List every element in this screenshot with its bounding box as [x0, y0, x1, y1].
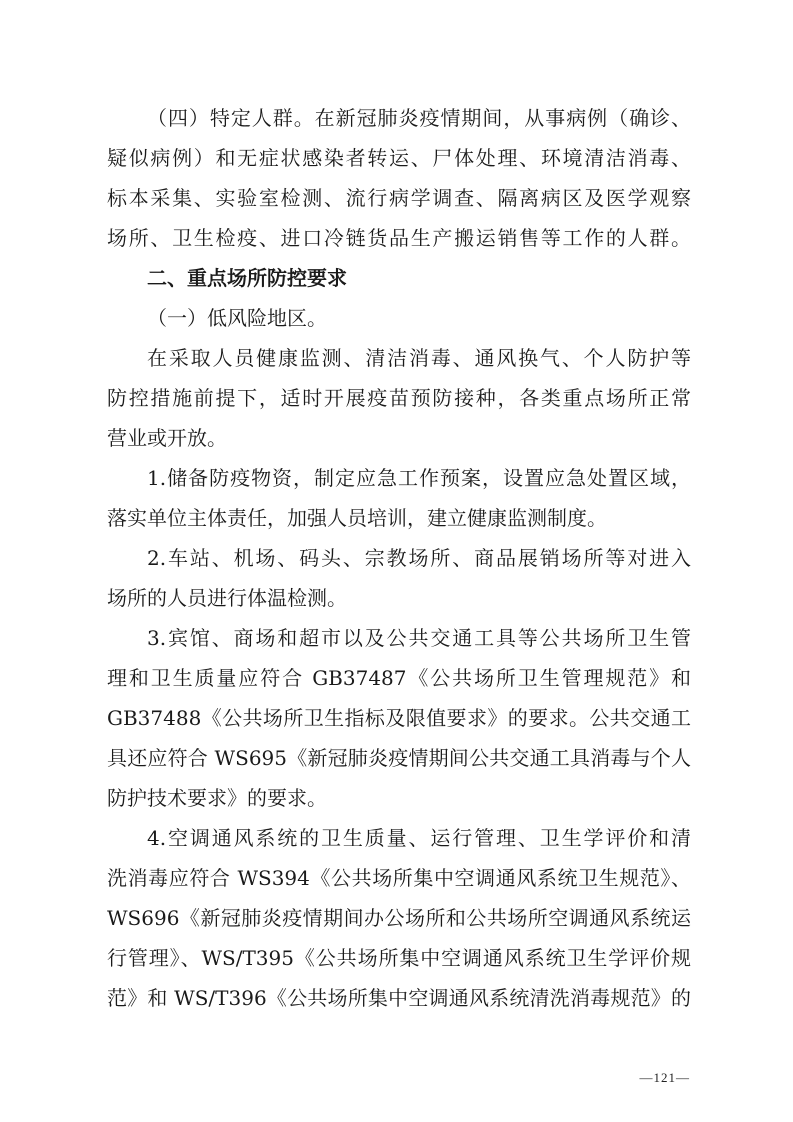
text-line: 场所的人员进行体温检测。 — [107, 586, 347, 610]
text-line: 场所、卫生检疫、进口冷链货品生产搬运销售等工作的人群。 — [107, 226, 691, 250]
text-line: 在采取人员健康监测、清洁消毒、通风换气、个人防护等 — [147, 346, 691, 370]
paragraph-special-groups — [107, 98, 691, 258]
text-line: 理和卫生质量应符合 GB37487《公共场所卫生管理规范》和 — [107, 666, 691, 690]
text-line: 4.空调通风系统的卫生质量、运行管理、卫生学评价和清 — [147, 826, 691, 850]
document-body — [107, 98, 691, 1018]
paragraph-low-risk — [107, 338, 691, 458]
text-line: （四）特定人群。在新冠肺炎疫情期间，从事病例（确诊、 — [147, 106, 691, 130]
text-line: 洗消毒应符合 WS394《公共场所集中空调通风系统卫生规范》、 — [107, 866, 691, 890]
text-line: WS696《新冠肺炎疫情期间办公场所和公共场所空调通风系统运 — [107, 906, 691, 930]
text-line: 3.宾馆、商场和超市以及公共交通工具等公共场所卫生管 — [147, 626, 691, 650]
text-line: 范》和 WS/T396《公共场所集中空调通风系统清洗消毒规范》的 — [107, 986, 691, 1010]
text-line: 行管理》、WS/T395《公共场所集中空调通风系统卫生学评价规 — [107, 946, 691, 970]
text-line: 具还应符合 WS695《新冠肺炎疫情期间公共交通工具消毒与个人 — [107, 746, 691, 770]
text-line: GB37488《公共场所卫生指标及限值要求》的要求。公共交通工 — [107, 706, 691, 730]
page-number: —121— — [639, 1070, 690, 1085]
list-item-1 — [107, 458, 691, 538]
list-item-3 — [107, 618, 691, 818]
text-line: 标本采集、实验室检测、流行病学调查、隔离病区及医学观察 — [107, 186, 691, 210]
section-heading: 二、重点场所防控要求 — [147, 266, 347, 290]
subsection-heading: （一）低风险地区。 — [147, 306, 327, 330]
text-line: 防控措施前提下，适时开展疫苗预防接种，各类重点场所正常 — [107, 386, 691, 410]
text-line: 落实单位主体责任，加强人员培训，建立健康监测制度。 — [107, 506, 607, 530]
text-line: 疑似病例）和无症状感染者转运、尸体处理、环境清洁消毒、 — [107, 146, 691, 170]
list-item-4 — [107, 818, 691, 1018]
text-line: 1.储备防疫物资，制定应急工作预案，设置应急处置区域， — [147, 466, 691, 490]
text-line: 2.车站、机场、码头、宗教场所、商品展销场所等对进入 — [147, 546, 691, 570]
list-item-2 — [107, 538, 691, 618]
text-line: 营业或开放。 — [107, 426, 227, 450]
text-line: 防护技术要求》的要求。 — [107, 786, 327, 810]
